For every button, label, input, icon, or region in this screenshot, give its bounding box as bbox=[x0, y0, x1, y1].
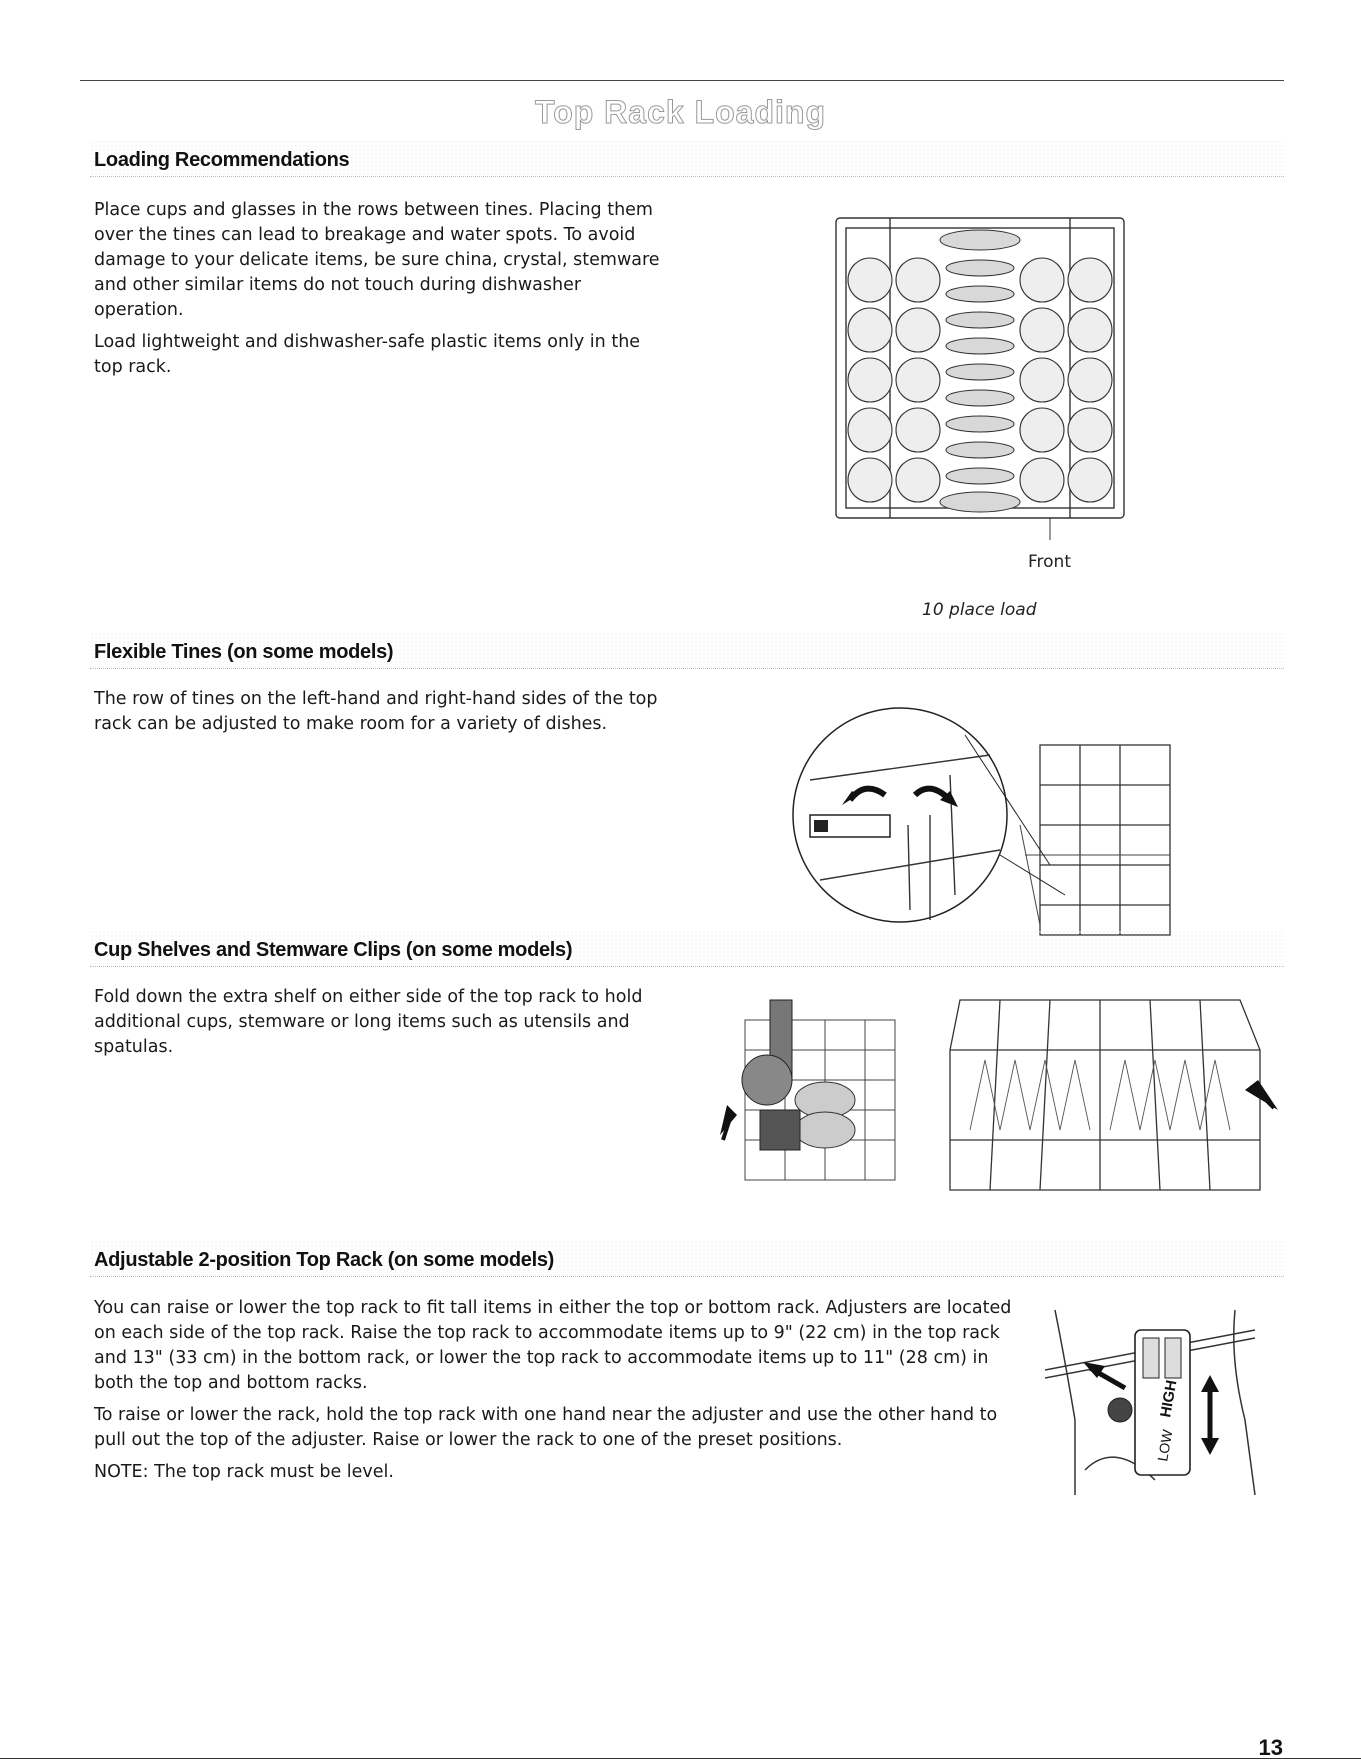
heading-text: Flexible Tines (on some models) bbox=[94, 641, 394, 663]
section-heading-adjustable-rack bbox=[90, 1240, 1284, 1277]
cup-shelf-illustration bbox=[715, 990, 915, 1190]
shelves-paragraph-1: Fold down the extra shelf on either side of the top rack to hold additional cups, stemware or long items such as utensils and spatulas. bbox=[94, 987, 643, 1057]
loading-paragraph-1: Place cups and glasses in the rows between tines. Placing them over the tines can lead to breakage and water spots. To avoid damage to your delicate items, be sure china, crystal, stemware and other similar items do not touch during dishwasher operation. bbox=[94, 200, 660, 320]
top-rule bbox=[80, 80, 1284, 81]
figure-caption-10-place-load: 10 place load bbox=[922, 600, 1037, 620]
tines-paragraph-1: The row of tines on the left-hand and right-hand sides of the top rack can be adjusted to make room for a variety of dishes. bbox=[94, 689, 658, 734]
ten-place-load-illustration bbox=[830, 210, 1130, 540]
high-label: HIGH bbox=[1157, 1378, 1181, 1419]
page-number: 13 bbox=[1258, 1735, 1283, 1760]
adjustable-paragraph-1: You can raise or lower the top rack to fit tall items in either the top or bottom rack. Adjusters are located on each side of the top rack. Raise the top rack to accommodate items up to 9" (22 cm) in the top rack and 13" (33 cm) in the bottom rack, or lower the top rack to accommodate items up to 11" (28 cm) in both the top and bottom racks. bbox=[94, 1298, 1012, 1393]
note-text: The top rack must be level. bbox=[154, 1462, 394, 1482]
heading-text: Cup Shelves and Stemware Clips (on some models) bbox=[94, 939, 573, 961]
section-heading-flexible-tines bbox=[90, 632, 1284, 669]
low-label: LOW bbox=[1154, 1428, 1176, 1463]
loading-paragraph-2: Load lightweight and dishwasher-safe plastic items only in the top rack. bbox=[94, 332, 641, 377]
loading-text bbox=[94, 198, 674, 387]
adjuster-illustration bbox=[1045, 1300, 1265, 1500]
adjustable-paragraph-2: To raise or lower the rack, hold the top rack with one hand near the adjuster and use the other hand to pull out the top of the adjuster. Raise or lower the rack to one of the preset positions. bbox=[94, 1405, 998, 1450]
heading-text: Loading Recommendations bbox=[94, 149, 350, 171]
tines-text bbox=[94, 687, 694, 744]
adjustable-text bbox=[94, 1296, 1014, 1492]
section-heading-cup-shelves bbox=[90, 930, 1284, 967]
front-label: Front bbox=[1028, 552, 1071, 572]
note-label: NOTE: bbox=[94, 1462, 149, 1482]
page-title: Top Rack Loading bbox=[535, 94, 826, 130]
adjustable-note bbox=[94, 1460, 1014, 1485]
flexible-tines-illustration bbox=[790, 695, 1190, 945]
bottom-rule bbox=[0, 1758, 1361, 1759]
heading-text: Adjustable 2-position Top Rack (on some models) bbox=[94, 1249, 555, 1271]
stemware-clips-rack-illustration bbox=[940, 990, 1280, 1200]
shelves-text bbox=[94, 985, 694, 1067]
section-heading-loading bbox=[90, 140, 1284, 177]
